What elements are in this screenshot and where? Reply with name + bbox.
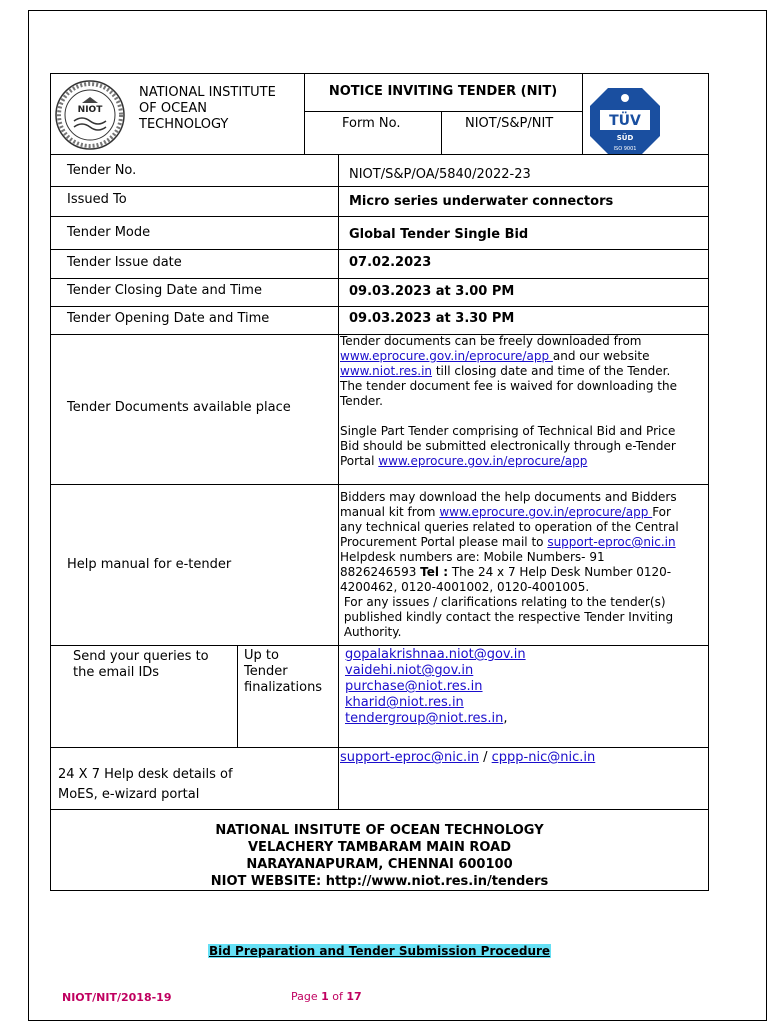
help-line: 4200462, 0120-4001002, 0120-4001005. xyxy=(340,580,590,594)
help-line: Bidders may download the help documents and Bidders xyxy=(340,490,677,504)
page-of: of xyxy=(328,990,347,1003)
eprocure-link[interactable]: www.eprocure.gov.in/eprocure/app xyxy=(340,349,553,363)
docs-place-label: Tender Documents available place xyxy=(67,400,291,415)
tender-mode-value: Global Tender Single Bid xyxy=(349,227,529,242)
tuv-cert-logo xyxy=(588,86,662,156)
cert-top-text: TÜV xyxy=(609,113,641,129)
emails-trailing: , xyxy=(503,711,508,726)
helpdesk-label-line1: 24 X 7 Help desk details of xyxy=(58,767,233,782)
help-manual-label: Help manual for e-tender xyxy=(67,557,232,572)
docs-line: Tender documents can be freely downloaded from xyxy=(340,334,642,348)
tender-no-value: NIOT/S&P/OA/5840/2022-23 xyxy=(349,167,531,182)
eprocure-help-link[interactable]: www.eprocure.gov.in/eprocure/app xyxy=(439,505,653,519)
address-line4: NIOT WEBSITE: http://www.niot.res.in/tenders xyxy=(210,874,549,889)
issue-date-value: 07.02.2023 xyxy=(349,255,432,270)
address-block xyxy=(50,822,709,890)
helpdesk-label-line2: MoES, e-wizard portal xyxy=(58,787,200,802)
org-name-line2: OF OCEAN xyxy=(139,101,207,116)
page-total: 17 xyxy=(346,990,362,1003)
queries-label-line1: Send your queries to xyxy=(73,649,209,664)
queries-mid-line3: finalizations xyxy=(244,680,323,695)
docs-line: Bid should be submitted electronically through e-Tender xyxy=(340,439,676,453)
queries-mid-line1: Up to xyxy=(244,648,279,663)
footer-page-number xyxy=(291,990,362,1003)
opening-date-value: 09.03.2023 at 3.30 PM xyxy=(349,311,515,326)
docs-place-text xyxy=(340,334,706,469)
email-link[interactable]: vaidehi.niot@gov.in xyxy=(345,663,474,678)
tender-mode-label: Tender Mode xyxy=(67,225,151,240)
niot-website-link[interactable]: www.niot.res.in xyxy=(340,364,433,378)
query-emails-list xyxy=(345,647,526,727)
cert-mid-text: SÜD xyxy=(616,134,634,142)
help-tel-label: Tel : xyxy=(420,565,448,579)
docs-line: Single Part Tender comprising of Technical Bid and Price xyxy=(340,424,676,438)
cppp-email-link[interactable]: cppp-nic@nic.in xyxy=(491,750,596,765)
helpdesk-separator: / xyxy=(479,750,492,765)
address-line1: NATIONAL INSITUTE OF OCEAN TECHNOLOGY xyxy=(215,823,544,838)
page-current: 1 xyxy=(321,990,329,1003)
address-line3: NARAYANAPURAM, CHENNAI 600100 xyxy=(246,857,513,872)
help-line: published kindly contact the respective Tender Inviting xyxy=(340,610,674,624)
help-manual-text xyxy=(340,490,706,640)
help-line: The 24 x 7 Help Desk Number 0120- xyxy=(448,565,672,579)
email-link[interactable]: tendergroup@niot.res.in xyxy=(345,711,504,726)
help-line: For xyxy=(652,505,671,519)
form-label: Form No. xyxy=(342,116,401,131)
help-line: For any issues / clarifications relating to the tender(s) xyxy=(340,595,666,609)
footer-doc-code: NIOT/NIT/2018-19 xyxy=(62,991,172,1004)
help-line: Helpdesk numbers are: Mobile Numbers- 91 xyxy=(340,550,605,564)
org-name-line1: NATIONAL INSTITUTE xyxy=(139,85,276,100)
help-line: manual kit from xyxy=(340,505,440,519)
notice-title: NOTICE INVITING TENDER (NIT) xyxy=(328,84,558,99)
closing-date-value: 09.03.2023 at 3.00 PM xyxy=(349,284,515,299)
help-line: any technical queries related to operation of the Central xyxy=(340,520,679,534)
email-link[interactable]: kharid@niot.res.in xyxy=(345,695,464,710)
closing-date-label: Tender Closing Date and Time xyxy=(67,283,262,298)
help-line: Authority. xyxy=(340,625,402,639)
email-link[interactable]: gopalakrishnaa.niot@gov.in xyxy=(345,647,526,662)
queries-label-line2: the email IDs xyxy=(73,665,160,680)
page-word: Page xyxy=(291,990,322,1003)
docs-line: Portal xyxy=(340,454,379,468)
org-name-line3: TECHNOLOGY xyxy=(139,117,229,132)
support-eproc-link[interactable]: support-eproc@nic.in xyxy=(547,535,676,549)
help-line: Procurement Portal please mail to xyxy=(340,535,548,549)
support-eproc-email-link[interactable]: support-eproc@nic.in xyxy=(340,750,479,765)
docs-line: Tender. xyxy=(340,394,383,408)
address-line2: VELACHERY TAMBARAM MAIN ROAD xyxy=(248,840,511,855)
docs-line: till closing date and time of the Tender. xyxy=(432,364,671,378)
niot-logo xyxy=(52,77,132,153)
issued-to-label: Issued To xyxy=(67,192,127,207)
docs-line: and our website xyxy=(552,349,650,363)
tender-no-label: Tender No. xyxy=(67,163,137,178)
logo-text: NIOT xyxy=(77,105,103,115)
form-value: NIOT/S&P/NIT xyxy=(465,116,554,131)
help-line: 8826246593 xyxy=(340,565,421,579)
issue-date-label: Tender Issue date xyxy=(67,255,182,270)
section-title: Bid Preparation and Tender Submission Procedure xyxy=(209,944,551,958)
opening-date-label: Tender Opening Date and Time xyxy=(67,311,270,326)
eprocure-portal-link[interactable]: www.eprocure.gov.in/eprocure/app xyxy=(378,454,588,468)
issued-to-value: Micro series underwater connectors xyxy=(349,194,614,209)
helpdesk-links xyxy=(340,750,595,766)
email-link[interactable]: purchase@niot.res.in xyxy=(345,679,483,694)
queries-mid-line2: Tender xyxy=(244,664,288,679)
docs-line: The tender document fee is waived for downloading the xyxy=(340,379,677,393)
cert-bottom-text: ISO 9001 xyxy=(613,146,637,152)
